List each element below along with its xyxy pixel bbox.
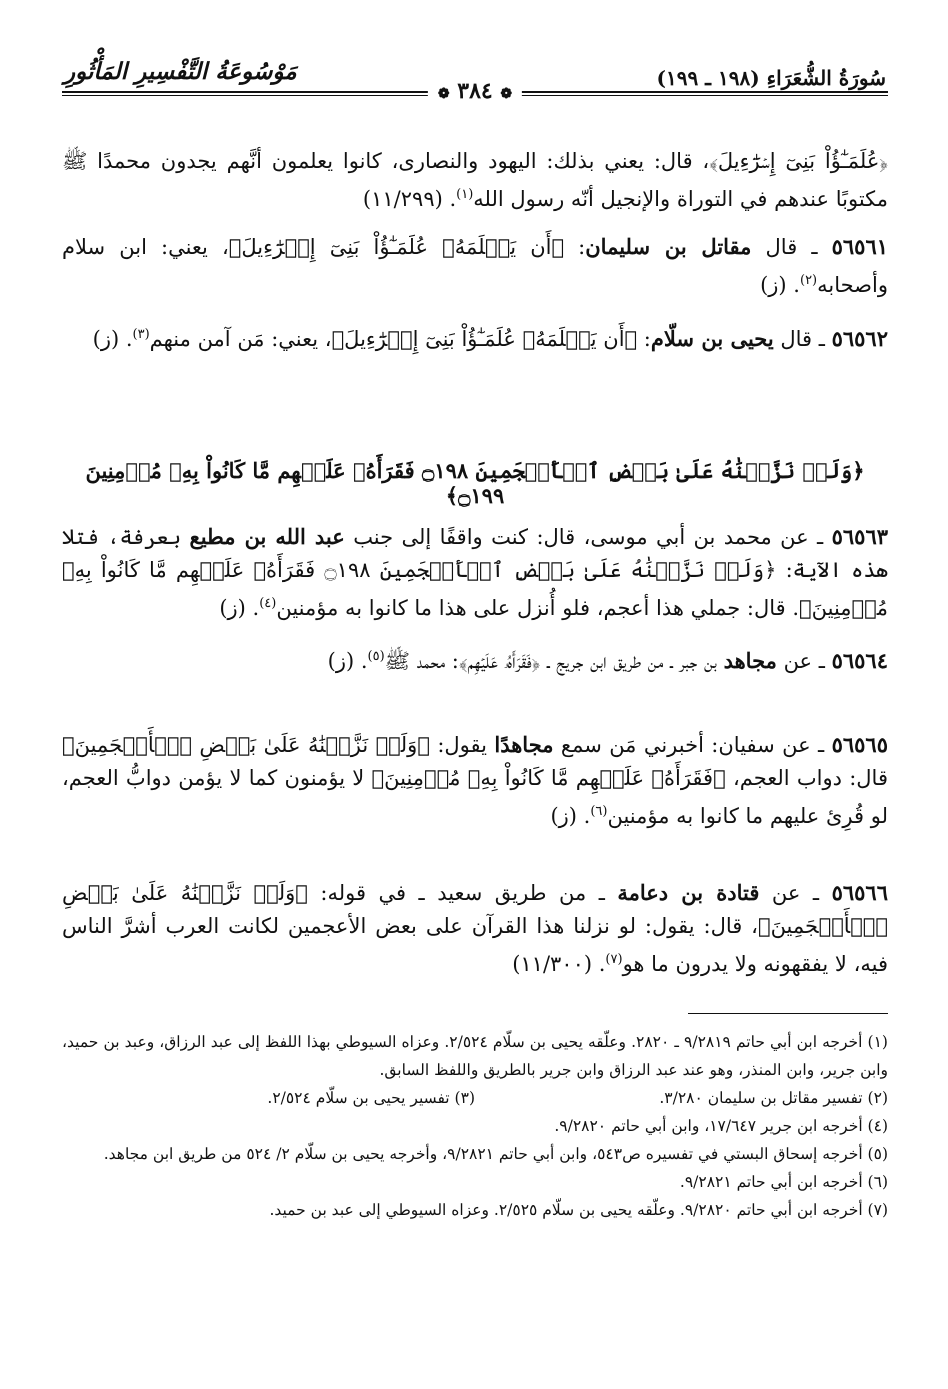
paragraph-56565	[62, 728, 888, 833]
quran-verse-heading: ﴿وَلَوۡ نَزَّلۡنَٰهُ عَلَىٰ بَعۡضِ ٱلۡأَعۡجَمِينَ ۝١٩٨ فَقَرَأَهُۥ عَلَيۡهِم مَّا كَانُواْ بِهِۦ مُؤۡمِنِينَ ۝١٩٩﴾	[85, 458, 865, 508]
entry-number: ٥٦٥٦٦	[831, 880, 888, 905]
page-number	[428, 78, 522, 104]
footnote-ref: (١)	[456, 187, 474, 202]
narrator-name: قتادة بن دعامة	[617, 880, 760, 905]
footnote-ref: (٥)	[367, 649, 385, 664]
paragraph-text: ـ عن سفيان: أخبرني مَن سمع	[553, 733, 832, 757]
paragraph-56563	[62, 520, 888, 625]
entry-number: ٥٦٥٦٥	[831, 732, 888, 757]
entry-number: ٥٦٥٦١	[831, 234, 889, 259]
paragraph-text: بعرفة، فتلا هذه الآية: ﴿وَلَوۡ نَزَّلۡنَٰهُ عَلَىٰ بَعۡضِ ٱلۡأَعۡجَمِينَ ۝١٩٨ فَقَرَأَهُۥ عَلَيۡهِم مَّا كَانُواْ بِهِۦ مُؤۡمِنِينَ﴾. قال: جملي هذا أعجم، فلو أُنزل على هذا ما كانوا به مؤمنين	[62, 525, 888, 620]
paragraph-text: ـ قال	[773, 327, 832, 351]
paragraph-56566	[62, 876, 888, 981]
narrator-name: مقاتل بن سليمان	[585, 234, 752, 259]
footnotes	[62, 1028, 888, 1224]
page-number-value: ٣٨٤	[457, 78, 493, 104]
paragraph-text: : ﴿أَن يَعۡلَمَهُۥ عُلَمَـٰٓؤُاْ بَنِىٓ إِسۡرَٰٓءِيلَ﴾، يعني: ابن سلام وأصحابه	[62, 235, 888, 297]
footnote-separator	[688, 1013, 888, 1014]
paragraph-text: : ﴿أَن يَعۡلَمَهُۥ عُلَمَـٰٓؤُاْ بَنِىٓ إِسۡرَٰٓءِيلَ﴾، يعني: مَن آمن منهم	[149, 327, 651, 351]
paragraph-56564	[62, 640, 888, 678]
footnote-5: (٥) أخرجه إسحاق البستي في تفسيره ص٥٤٣، وابن أبي حاتم ٩/٢٨٢١، وأخرجه يحيى بن سلّام ٢/ ٥٢٤ من طريق ابن مجاهد.	[103, 1145, 888, 1163]
narrator-name: مجاهد	[723, 648, 777, 673]
surah-header: سُورَةُ الشُّعَرَاءِ (١٩٨ ـ ١٩٩)	[656, 66, 886, 90]
narrator-name: عبد الله بن مطيع	[189, 524, 345, 549]
footnote-7: (٧) أخرجه ابن أبي حاتم ٩/٢٨٢٠. وعلّقه يحيى بن سلّام ٢/٥٢٥. وعزاه السيوطي إلى عبد بن حميد.	[269, 1201, 888, 1219]
entry-number: ٥٦٥٦٣	[831, 524, 889, 549]
paragraph-56562	[62, 318, 888, 356]
footnote-ref: (٤)	[259, 596, 277, 611]
footnote-6: (٦) أخرجه ابن أبي حاتم ٩/٢٨٢١.	[679, 1173, 888, 1191]
entry-number: ٥٦٥٦٤	[831, 648, 888, 673]
paragraph-text: ـ من طريق سعيد ـ في قوله: ﴿وَلَوۡ نَزَّلۡنَٰهُ عَلَىٰ بَعۡضِ ٱلۡأَعۡجَمِينَ﴾، قال: يقول: لو نزلنا هذا القرآن على بعض الأعجمين لكانت العرب أشرَّ الناس فيه، لا يفقهونه ولا يدرون ما هو	[62, 881, 888, 976]
footnote-ref: (٣)	[132, 327, 150, 342]
paragraph-text: ـ قال	[751, 235, 832, 259]
paragraph-text: يقول: ﴿وَلَوۡ نَزَّلۡنَٰهُ عَلَىٰ بَعۡضِ ٱلۡأَعۡجَمِينَ﴾ قال: دواب العجم، ﴿فَقَرَأَهُۥ عَلَيۡهِم مَّا كَانُواْ بِهِۦ مُؤۡمِنِينَ﴾ لا يؤمنون كما لا يؤمن دوابُّ العجم، لو قُرِئ عليهم ما كانوا به مؤمنين	[62, 733, 888, 828]
ornament-icon: ❁	[500, 86, 513, 102]
footnote-2: (٢) تفسير مقاتل بن سليمان ٣/٢٨٠.	[659, 1089, 888, 1107]
paragraph-56561	[62, 230, 888, 302]
paragraph-tail: . (ز)	[327, 649, 368, 673]
paragraph-text: بن جبر ـ من طريق ابن جريج ـ ﴿فَقَرَأَهُۥ عَلَيۡهِم﴾: محمد ﷺ	[384, 649, 724, 673]
footnote-4: (٤) أخرجه ابن جرير ١٧/٦٤٧، وابن أبي حاتم ٩/٢٨٢٠.	[554, 1117, 888, 1135]
paragraph-tail: . (ز)	[92, 327, 133, 351]
ornament-icon: ❁	[437, 86, 450, 102]
running-header	[62, 58, 888, 104]
paragraph-tail: . (ز)	[760, 273, 800, 297]
paragraph-text: ـ عن محمد بن أبي موسى، قال: كنت واقفًا إلى جنب	[344, 525, 832, 549]
paragraph-tail: . (ز)	[550, 804, 591, 828]
footnote-row	[62, 1084, 888, 1112]
paragraph-1	[62, 145, 888, 216]
footnote-1: (١) أخرجه ابن أبي حاتم ٩/٢٨١٩ ـ ٢٨٢٠. وعلّقه يحيى بن سلّام ٢/٥٢٤. وعزاه السيوطي بهذا اللفظ إلى عبد الرزاق، وعبد بن حميد، وابن جرير، وابن المنذر، وهو عند عبد الرزاق وابن جرير بالطريق واللفظ السابق.	[62, 1033, 888, 1079]
narrator-name: مجاهدًا	[494, 732, 554, 757]
paragraph-tail: . (١١/٢٩٩)	[362, 187, 457, 211]
book-title: مَوْسُوعَةُ التَّفْسِيرِ المَأْثُورِ	[64, 58, 297, 85]
paragraph-text: ـ عن	[776, 649, 832, 673]
entry-number: ٥٦٥٦٢	[831, 326, 888, 351]
footnote-ref: (٢)	[799, 273, 818, 288]
footnote-3: (٣) تفسير يحيى بن سلّام ٢/٥٢٤.	[267, 1089, 475, 1107]
narrator-name: يحيى بن سلّام	[650, 326, 774, 351]
footnote-ref: (٦)	[590, 804, 608, 819]
page	[62, 58, 888, 1358]
paragraph-text: ـ عن	[759, 881, 832, 905]
paragraph-tail: . (١١/٣٠٠)	[512, 952, 606, 976]
paragraph-text: ﴿عُلَمَـٰٓؤُاْ بَنِىٓ إِسۡرَٰٓءِيلَ﴾، قال: يعني بذلك: اليهود والنصارى، كانوا يعلمون أنَّهم يجدون محمدًا ﷺ مكتوبًا عندهم في التوراة والإنجيل أنّه رسول الله	[62, 149, 888, 211]
footnote-ref: (٧)	[605, 952, 623, 967]
paragraph-tail: . (ز)	[219, 596, 260, 620]
